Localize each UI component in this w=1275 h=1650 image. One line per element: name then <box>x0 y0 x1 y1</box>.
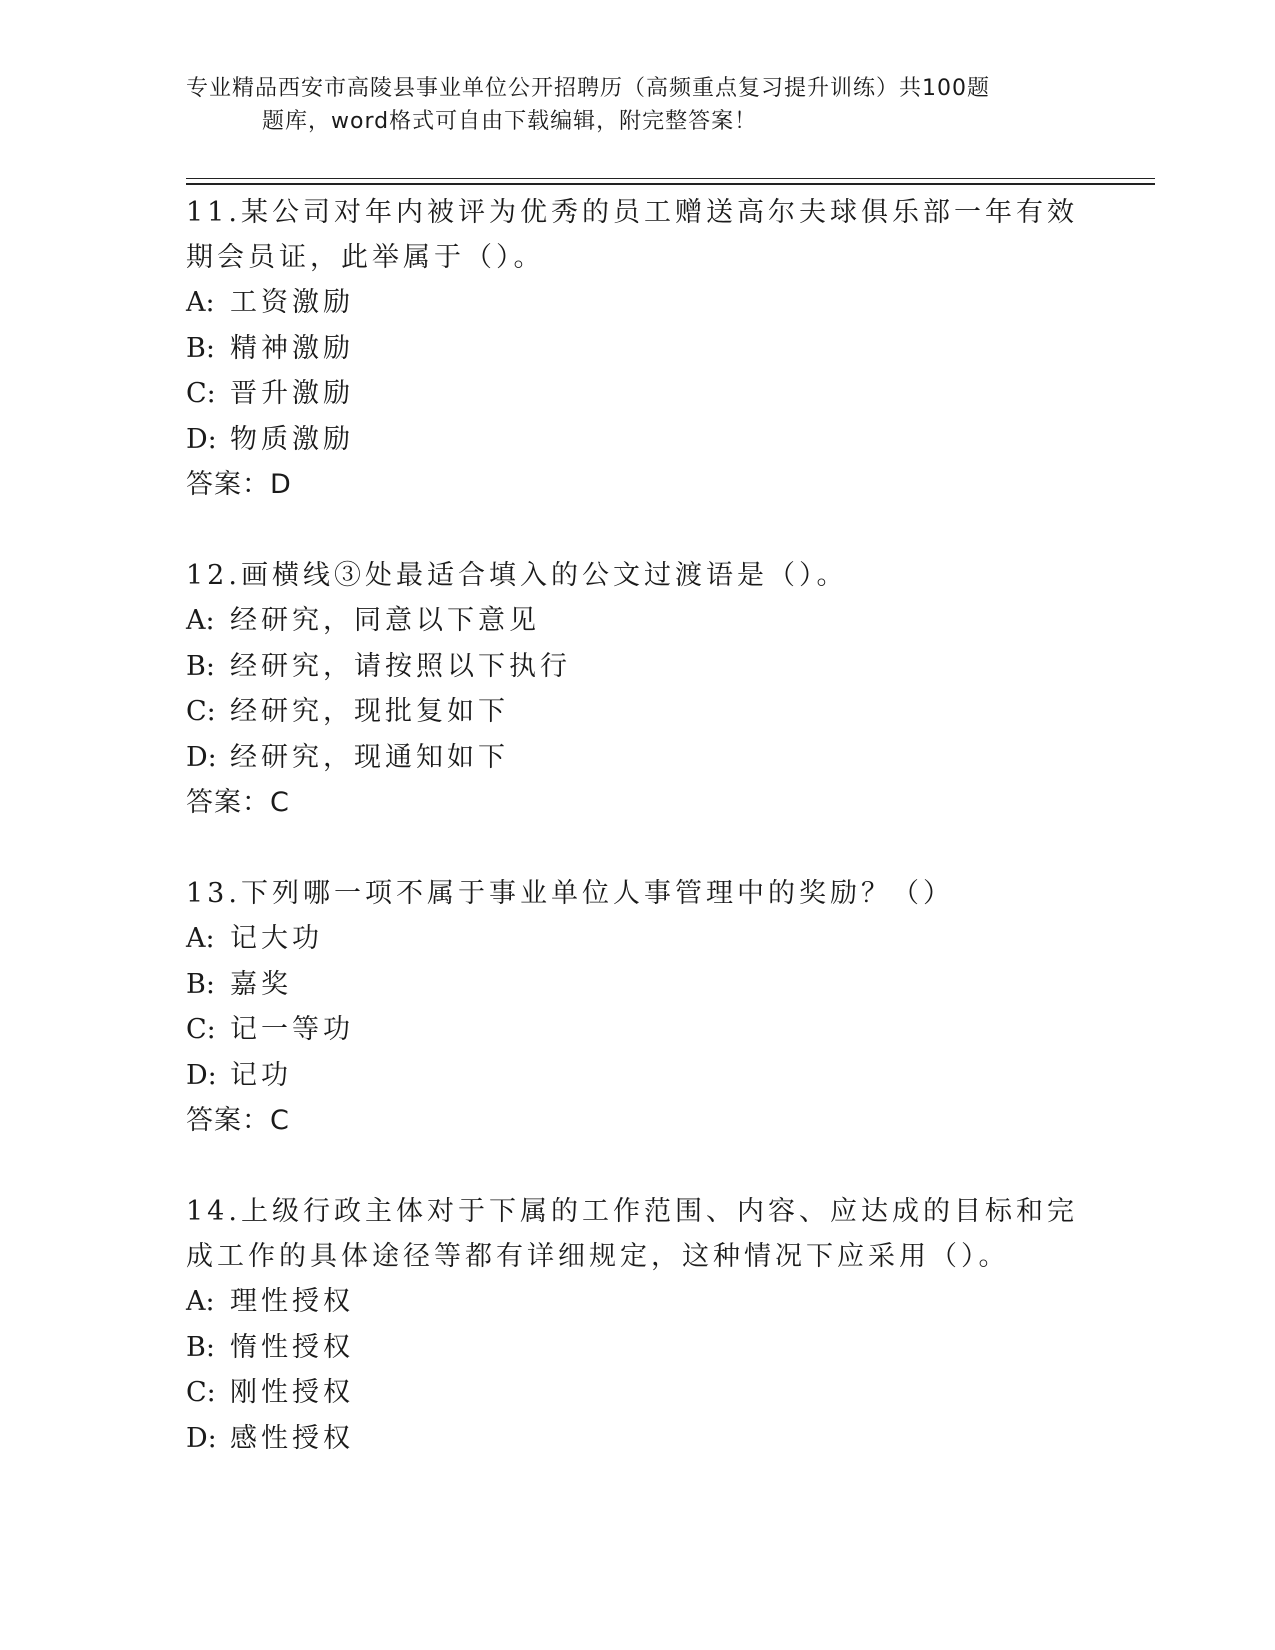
option-b <box>186 644 1086 690</box>
header-divider-thin <box>186 178 1155 179</box>
option-text: 经研究，同意以下意见 <box>230 605 540 636</box>
option-letter: C: <box>186 1014 216 1045</box>
option-d <box>186 1416 1086 1462</box>
question-stem: 14.上级行政主体对于下属的工作范围、内容、应达成的目标和完成工作的具体途径等都有详细规定，这种情况下应采用（）。 <box>186 1196 1078 1272</box>
option-text: 精神激励 <box>230 332 354 364</box>
option-letter: B: <box>186 1331 215 1363</box>
option-c <box>186 1370 1086 1416</box>
option-d <box>186 417 1086 463</box>
option-d <box>186 735 1086 781</box>
option-c <box>186 689 1086 735</box>
option-letter: A: <box>186 1286 215 1317</box>
option-text: 记功 <box>230 1059 292 1091</box>
option-letter: C: <box>186 696 216 727</box>
question-stem: 12.画横线③处最适合填入的公文过渡语是（）。 <box>186 560 848 591</box>
question-12 <box>186 553 1086 825</box>
option-text: 经研究，现批复如下 <box>230 696 509 727</box>
option-letter: B: <box>186 332 215 364</box>
header-title-line-1: 专业精品西安市高陵县事业单位公开招聘历（高频重点复习提升训练）共100题 <box>186 76 990 101</box>
option-text: 经研究，请按照以下执行 <box>230 650 571 682</box>
option-b <box>186 962 1086 1008</box>
question-14 <box>186 1189 1086 1461</box>
question-11 <box>186 190 1086 507</box>
answer-line: 答案：C <box>186 787 290 818</box>
option-text: 工资激励 <box>230 287 354 318</box>
option-b <box>186 326 1086 372</box>
option-letter: A: <box>186 923 215 954</box>
option-a <box>186 280 1086 326</box>
answer-line: 答案：D <box>186 469 292 500</box>
option-text: 记一等功 <box>230 1014 354 1045</box>
question-13 <box>186 871 1086 1143</box>
option-a <box>186 1279 1086 1325</box>
option-letter: A: <box>186 605 215 636</box>
option-text: 嘉奖 <box>230 968 292 1000</box>
option-text: 物质激励 <box>230 423 354 455</box>
option-d <box>186 1053 1086 1099</box>
option-text: 刚性授权 <box>230 1377 354 1408</box>
option-a <box>186 598 1086 644</box>
option-letter: A: <box>186 287 215 318</box>
question-stem: 13.下列哪一项不属于事业单位人事管理中的奖励？（） <box>186 878 954 909</box>
question-stem: 11.某公司对年内被评为优秀的员工赠送高尔夫球俱乐部一年有效期会员证，此举属于（）。 <box>186 197 1078 273</box>
header-divider-thick <box>186 183 1155 185</box>
option-text: 经研究，现通知如下 <box>230 741 509 773</box>
document-header <box>186 72 1066 138</box>
option-letter: D: <box>186 423 217 455</box>
option-text: 惰性授权 <box>230 1331 354 1363</box>
header-title-line-2: 题库，word格式可自由下载编辑，附完整答案！ <box>262 109 758 134</box>
option-text: 晋升激励 <box>230 378 354 409</box>
answer-line: 答案：C <box>186 1105 290 1136</box>
question-list <box>186 190 1086 1507</box>
option-letter: D: <box>186 1059 217 1091</box>
option-c <box>186 1007 1086 1053</box>
option-letter: D: <box>186 741 217 773</box>
option-letter: B: <box>186 968 215 1000</box>
option-letter: B: <box>186 650 215 682</box>
option-letter: C: <box>186 1377 216 1408</box>
option-letter: C: <box>186 378 216 409</box>
option-text: 理性授权 <box>230 1286 354 1317</box>
option-letter: D: <box>186 1422 217 1454</box>
option-text: 记大功 <box>230 923 323 954</box>
option-c <box>186 371 1086 417</box>
option-a <box>186 916 1086 962</box>
option-b <box>186 1325 1086 1371</box>
option-text: 感性授权 <box>230 1422 354 1454</box>
